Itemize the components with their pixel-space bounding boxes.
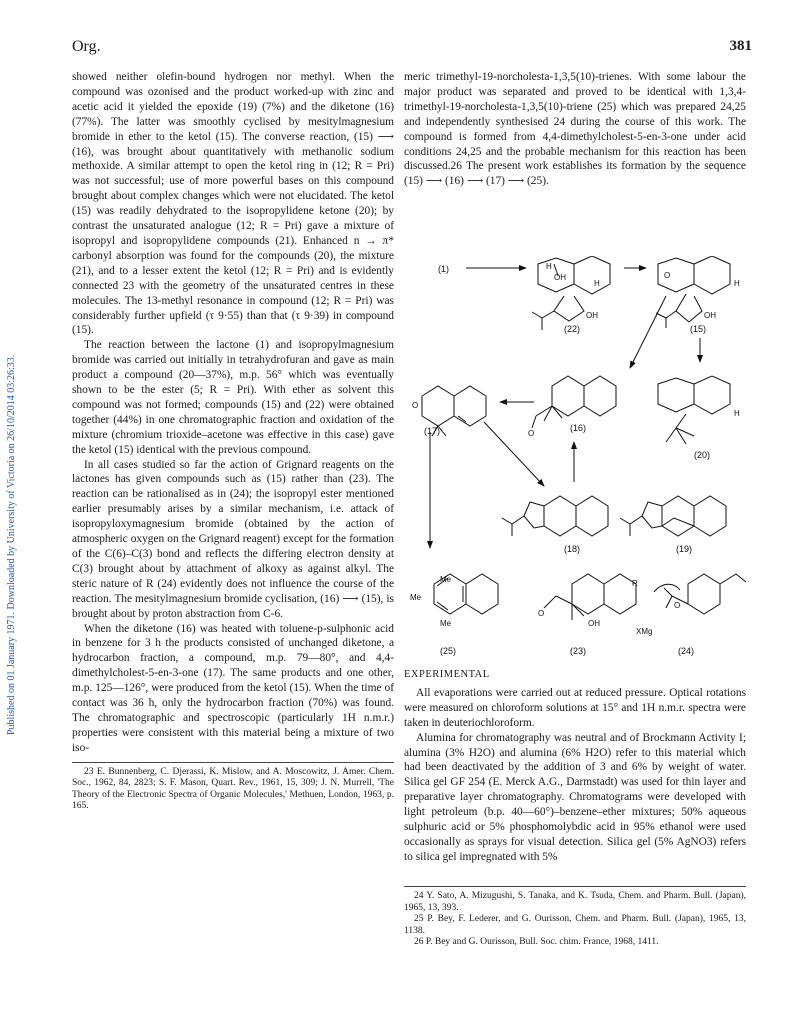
structure-19 — [620, 496, 726, 536]
download-watermark-text: Published on 01 January 1971. Downloaded by University of Victoria on 26/10/2014 03:26:33. — [6, 354, 17, 735]
atom-xmg: XMg — [636, 627, 653, 636]
label-compound-16: (16) — [570, 423, 587, 433]
label-compound-1: (1) — [438, 264, 449, 274]
atom-o: O — [664, 271, 671, 280]
atom-h: H — [734, 279, 740, 288]
atom-oh: OH — [586, 311, 598, 320]
label-compound-18: (18) — [564, 544, 581, 554]
right-column — [404, 70, 746, 189]
experimental-paragraph: All evaporations were carried out at reduced pressure. Optical rotations were measured on chloroform solutions at 15° and 1H n.m.r. spectra were taken in deuteriochloroform. — [404, 686, 746, 729]
body-paragraph: showed neither olefin-bound hydrogen nor methyl. When the compound was ozonised and the product worked-up with zinc and acetic acid it yielded the epoxide (19) (7%) and the diketone (16) (77%). The latter was smoothly cyclised by mesitylmagnesium bromide in ether to the ketol (15). The converse reaction, (15) ⟶ (16), was brought about quantitatively with methanolic sodium methoxide. A similar attempt to open the ketol ring in (12; R = Pri) was not successful; use of more powerful bases on this compound brought about complex changes which were not elucidated. The ketol (15) was readily dehydrated to the isopropylidene ketone (20); by contrast the unsaturated analogue (12; R = Pri) gave a mixture of isopropyl and isopropylidene compounds (21). Enhanced n → π* carbonyl absorption was found for the compounds (20), the mixture (21), and to a lesser extent the ketol (12; R = Pri) and is evidently connected 23 with the geometry of the unsaturated centres in these molecules. The 13-methyl resonance in compound (12; R = Pri) was considerably further upfield (τ 9·55) than that (τ 9·39) in compound (15). — [72, 71, 394, 337]
label-compound-17: (17) — [424, 426, 441, 436]
atom-h: H — [546, 262, 552, 271]
footnote: 26 P. Bey and G. Ourisson, Bull. Soc. chim. France, 1968, 1411. — [414, 937, 659, 947]
label-compound-23: (23) — [570, 646, 587, 656]
label-compound-25: (25) — [440, 646, 457, 656]
page-number: 381 — [729, 38, 752, 54]
experimental-paragraph: Alumina for chromatography was neutral and of Brockmann Activity I; alumina (3% H2O) and alumina (6% H2O) refer to this material which had been deactivated by the addition of 3 and 6% by weight of water. Silica gel GF 254 (E. Merck A.G., Darmstadt) was used for thin layer and preparative layer chromatography. Chromatograms were developed with light petroleum (b.p. 40—60°)–benzene–ether mixtures; 50% aqueous sulphuric acid or 5% phosphomolybdic acid in 95% ethanol were used occasionally as sprays for visual detection. Silica gel (5% AgNO3) refers to silica gel impregnated with 5% — [404, 731, 746, 863]
atom-me: Me — [410, 593, 422, 602]
download-watermark — [6, 215, 20, 735]
label-compound-19: (19) — [676, 544, 693, 554]
atom-o: O — [412, 401, 419, 410]
label-compound-15: (15) — [690, 324, 707, 334]
structure-20 — [658, 376, 730, 444]
footnote: 24 Y. Sato, A. Mizugushi, S. Tanaka, and K. Tsuda, Chem. and Pharm. Bull. (Japan), 1965, 13, 393. — [404, 891, 746, 913]
body-paragraph: In all cases studied so far the action of Grignard reagents on the lactones has given compounds such as (15) rather than (23). The reaction can be rationalised as in (24); the isopropyl ester mentioned earlier presumably arises by a similar mechanism, i.e. attack of isopropyloxymagnesium bromide (obtained by the action of atmospheric oxygen on the Grignard reagent) except for the formation of the C(6)–C(3) bond and reflects the differing electron density at C(3) brought about by attachment of alkoxy as against alkyl. The steric nature of R (24) evidently does not influence the course of the reaction. The mesitylmagnesium bromide cyclisation, (16) ⟶ (15), is brought about by proton abstraction from C-6. — [72, 458, 394, 620]
structure-15 — [656, 256, 730, 328]
footnote-rule — [404, 886, 746, 887]
journal-header: Org. — [72, 38, 101, 55]
reaction-scheme-svg — [404, 256, 746, 661]
atom-o: O — [674, 601, 681, 610]
body-paragraph: meric trimethyl-19-norcholesta-1,3,5(10)-trienes. With some labour the major product was separated and proved to be identical with 1,3,4-trimethyl-19-norcholesta-1,3,5(10)-triene (25) which was prepared 24,25 and independently synthesised 24 during the course of this work. The compound is formed from 4,4-dimethylcholest-5-en-3-one under acid conditions 24,25 and the probable mechanism for this reaction has been discussed.26 The present work establishes its formation by the sequence (15) ⟶ (16) ⟶ (17) ⟶ (25). — [404, 71, 746, 188]
label-compound-24: (24) — [678, 646, 695, 656]
footnote: 23 E. Bunnenberg, C. Djerassi, K. Mislow, and A. Moscowitz, J. Amer. Chem. Soc., 1962, 84, 2823; S. F. Mason, Quart. Rev., 1961, 15, 309; J. N. Murrell, 'The Theory of the Electronic Spectra of Organic Molecules,' Methuen, London, 1963, p. 165. — [72, 766, 394, 812]
structure-16 — [532, 376, 616, 428]
footnote: 25 P. Bey, F. Lederer, and G. Ourisson, Chem. and Pharm. Bull. (Japan), 1965, 13, 1138. — [404, 914, 746, 936]
label-compound-22: (22) — [564, 324, 581, 334]
atom-o: O — [528, 429, 535, 438]
reaction-scheme — [404, 256, 746, 661]
atom-r: R — [632, 579, 638, 588]
body-paragraph: When the diketone (16) was heated with toluene-p-sulphonic acid in benzene for 3 h the products consisted of unchanged diketone, a hydrocarbon fraction, a compound, m.p. 79—80°, and 4,4-dimethylcholest-5-en-3-one (17). The same products and one other, m.p. 125—126°, were produced from the ketol (15). When the time of contact was 36 h, only the hydrocarbon fraction (70%) was found. The chromatographic and spectroscopic (particularly 1H n.m.r.) properties were consistent with this material being a mixture of two iso- — [72, 622, 394, 754]
experimental-heading: EXPERIMENTAL — [404, 669, 490, 680]
atom-h: H — [734, 409, 740, 418]
atom-o: O — [538, 609, 545, 618]
structure-18 — [502, 496, 608, 536]
atom-oh: OH — [704, 311, 716, 320]
structure-23 — [544, 574, 636, 620]
atom-me: Me — [440, 575, 452, 584]
body-paragraph: The reaction between the lactone (1) and isopropylmagnesium bromide was carried out initially in tetrahydrofuran and gave as main product a compound (20—37%), m.p. 56° which was eventually shown to be the ester (5; R = Pri). With ether as solvent this compound was not formed; compounds (15) and (22) were obtained together (44%) in one chromatographic fraction and oxidation of the mixture (chromium trioxide–acetone was effective in this case) gave the ketol (15) identical with the previous compound. — [72, 339, 394, 456]
right-footnotes — [404, 886, 746, 949]
atom-oh: OH — [588, 619, 600, 628]
atom-oh: OH — [554, 273, 566, 282]
footnote-rule — [72, 762, 394, 763]
left-column — [72, 70, 394, 813]
structure-22 — [532, 256, 610, 330]
experimental-section — [404, 668, 746, 865]
atom-h: H — [594, 279, 600, 288]
label-compound-20: (20) — [694, 450, 711, 460]
atom-me: Me — [440, 619, 452, 628]
structure-24 — [654, 574, 746, 614]
